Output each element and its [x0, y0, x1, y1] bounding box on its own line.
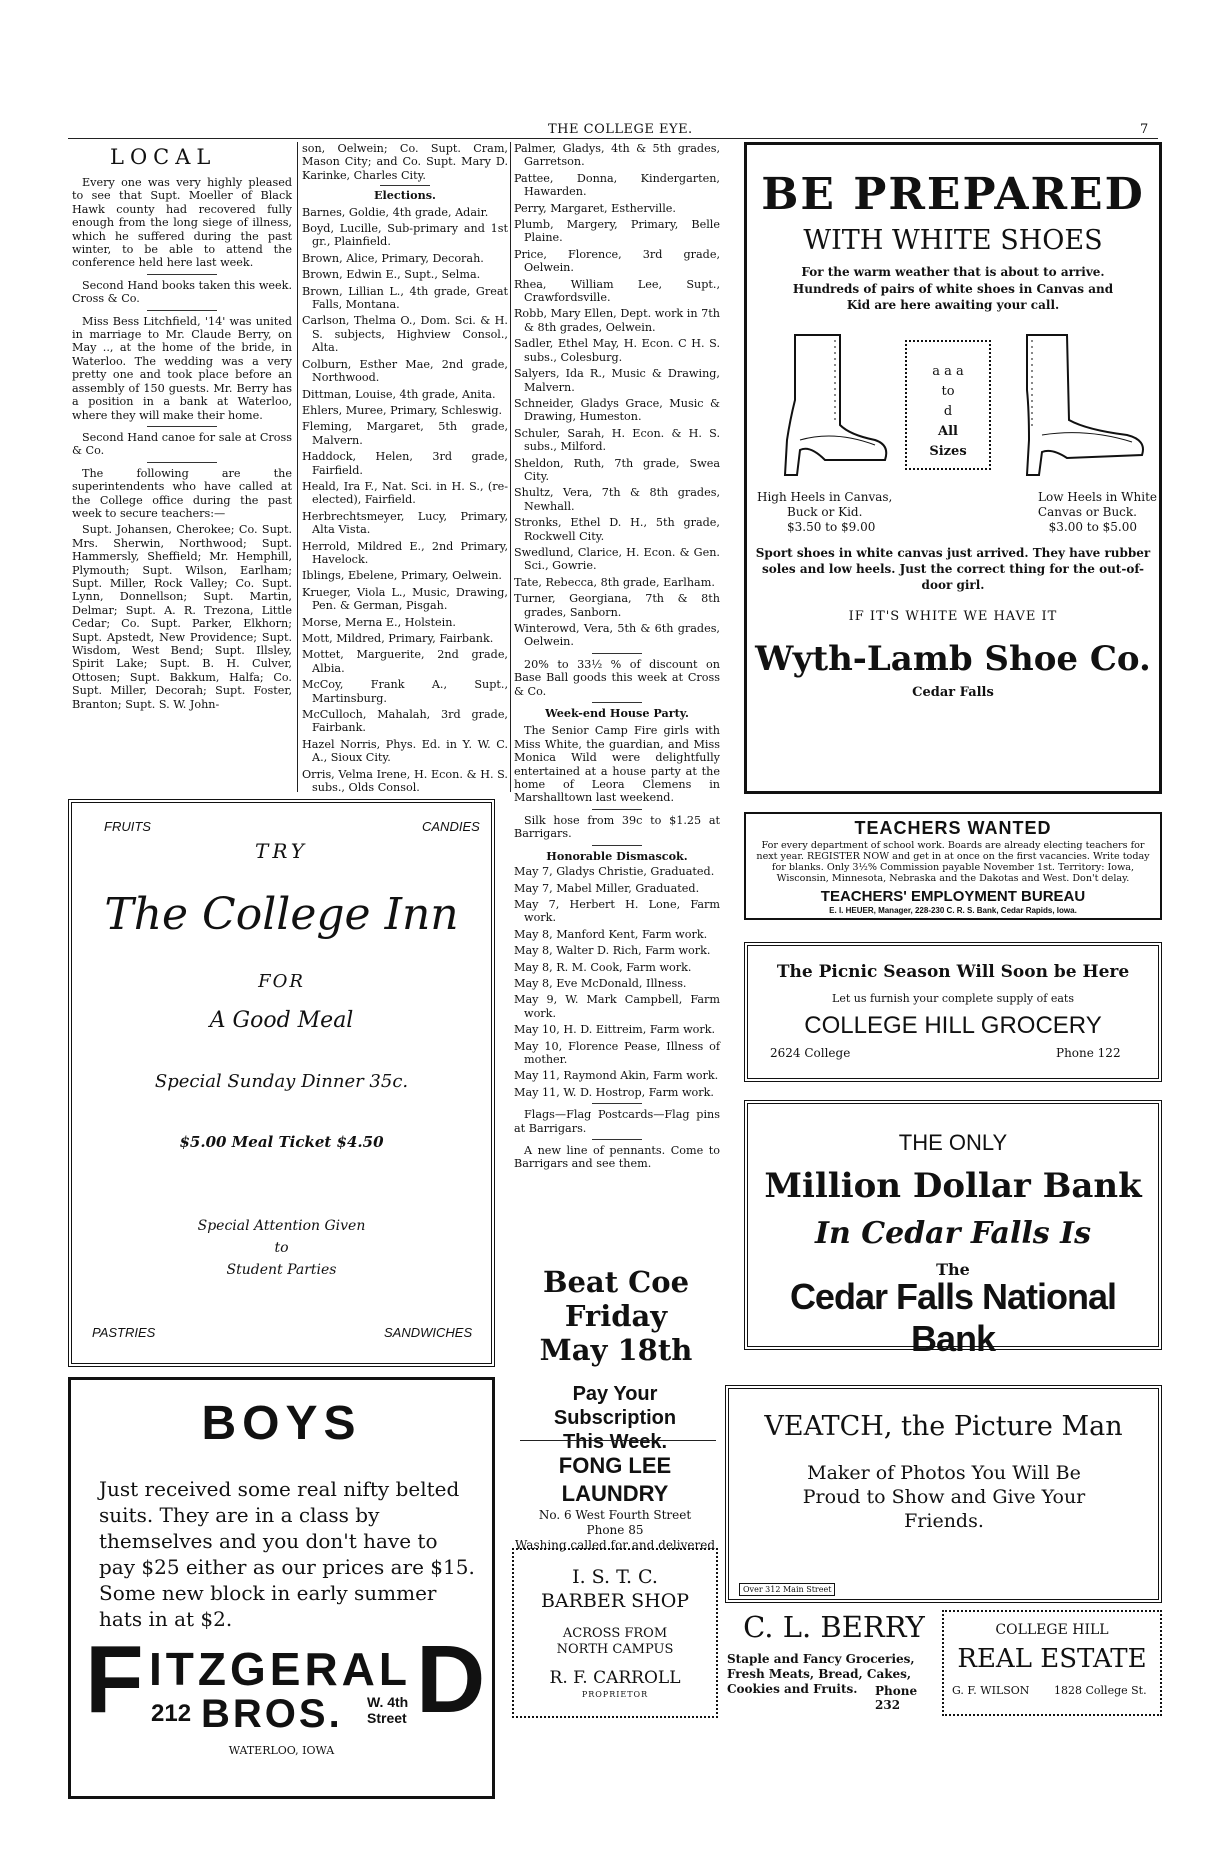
- local-paragraph: Miss Bess Litchfield, '14' was united in marriage to Mr. Claude Berry, on May .., at the home of the bride, in Waterloo. The wedding was a very pretty one and took place before an assembly of 150 guests. Mr. Berry has a position in a bank at Waterloo, where they will make their home.: [72, 314, 292, 422]
- election-entry: Price, Florence, 3rd grade, Oelwein.: [514, 247, 720, 275]
- election-entry: Heald, Ira F., Nat. Sci. in H. S., (re-elected), Fairfield.: [302, 479, 508, 507]
- street-line: Street: [367, 1710, 407, 1726]
- fitzgerald-city: WATERLOO, IOWA: [228, 1744, 335, 1757]
- election-entry: Ehlers, Muree, Primary, Schleswig.: [302, 403, 503, 417]
- attention-line: Special Attention Given: [197, 1218, 366, 1234]
- election-entry: Perry, Margaret, Estherville.: [514, 201, 676, 215]
- beat-coe-notice: [516, 1265, 716, 1367]
- caption-line: High Heels in Canvas,: [757, 490, 893, 504]
- dismissal-entry: May 10, Florence Pease, Illness of mother.: [514, 1039, 720, 1066]
- caption-line: Buck or Kid.: [787, 505, 863, 519]
- dismissal-entry: May 8, Walter D. Rich, Farm work.: [514, 944, 711, 958]
- local-column: [72, 142, 292, 714]
- election-entry: Swedlund, Clarice, H. Econ. & Gen. Sci., Gowrie.: [514, 545, 720, 573]
- election-entry: Morse, Merna E., Holstein.: [302, 615, 456, 629]
- veatch-ad: [725, 1385, 1162, 1603]
- berry-text: Staple and Fancy Groceries, Fresh Meats, Bread, Cakes, Cookies and Fruits.: [727, 1652, 915, 1696]
- barber-line1: I. S. T. C.: [572, 1566, 658, 1588]
- caption-line: $3.00 to $5.00: [1048, 520, 1137, 534]
- college-inn-ad: [68, 799, 495, 1367]
- election-entry: Tate, Rebecca, 8th grade, Earlham.: [514, 575, 715, 589]
- sizes-line: a a a: [932, 364, 964, 379]
- election-entry: Brown, Edwin E., Supt., Selma.: [302, 268, 481, 282]
- election-entry: Orris, Velma Irene, H. Econ. & H. S. subs., Olds Consol.: [302, 767, 508, 795]
- barber-title: PROPRIETOR: [581, 1690, 649, 1699]
- boys-heading: BOYS: [201, 1397, 362, 1450]
- berry-ad: [725, 1610, 943, 1720]
- local-heading: LOCAL: [110, 145, 217, 169]
- election-entry: Mottet, Marguerite, 2nd grade, Albia.: [302, 648, 508, 675]
- elections-heading: Elections.: [374, 188, 436, 203]
- election-entry: Schneider, Gladys Grace, Music & Drawing, Humeston.: [514, 396, 720, 424]
- veatch-text: Maker of Photos You Will Be Proud to Show and Give Your Friends.: [802, 1462, 1086, 1532]
- veatch-address: Over 312 Main Street: [739, 1583, 835, 1596]
- fitzgerald-bros: BROS.: [201, 1692, 343, 1736]
- attention-line: Student Parties: [226, 1262, 337, 1278]
- low-heel-shoe-illustration: [1007, 330, 1152, 480]
- subscription-line: Pay Your Subscription: [553, 1383, 677, 1429]
- caption-line: $3.50 to $9.00: [787, 520, 876, 534]
- shoe-store-name: Wyth-Lamb Shoe Co.: [755, 639, 1151, 679]
- election-entry: Winterowd, Vera, 5th & 6th grades, Oelwein.: [514, 622, 720, 649]
- dismissal-entry: May 10, H. D. Eittreim, Farm work.: [514, 1023, 716, 1037]
- teachers-address: E. I. HEUER, Manager, 228-230 C. R. S. Bank, Cedar Rapids, Iowa.: [829, 906, 1077, 915]
- high-heel-shoe-illustration: [755, 330, 895, 480]
- election-entry: Colburn, Esther Mae, 2nd grade, Northwood.: [302, 357, 508, 385]
- page-number: 7: [1140, 122, 1149, 137]
- elections-column: [302, 142, 508, 797]
- inn-pastries: PASTRIES: [92, 1325, 156, 1340]
- shoe-subheadline: WITH WHITE SHOES: [803, 225, 1103, 256]
- bank-ad: [744, 1100, 1162, 1359]
- election-entry: Sadler, Ethel May, H. Econ. C H. S. subs., Colesburg.: [514, 337, 720, 364]
- sizes-line: Sizes: [929, 444, 967, 459]
- shoe-headline: BE PREPARED: [761, 169, 1145, 220]
- bank-line3: In Cedar Falls Is: [814, 1216, 1092, 1251]
- caption-line: Low Heels in White: [1038, 490, 1157, 504]
- election-entry: Hazel Norris, Phys. Ed. in Y. W. C. A., Sioux City.: [302, 737, 508, 765]
- election-entry: Iblings, Ebelene, Primary, Oelwein.: [302, 569, 502, 583]
- barber-owner: R. F. CARROLL: [549, 1668, 681, 1688]
- sizes-box: [905, 340, 991, 470]
- veatch-name: VEATCH, the Picture Man: [764, 1411, 1123, 1442]
- election-entry: Palmer, Gladys, 4th & 5th grades, Garretson.: [514, 142, 720, 169]
- beat-coe-line: Friday: [564, 1299, 668, 1333]
- election-entry: Schuler, Sarah, H. Econ. & H. S. subs., Milford.: [514, 426, 720, 454]
- inn-sunday: Special Sunday Dinner 35c.: [154, 1071, 409, 1092]
- local-paragraph: Supt. Johansen, Cherokee; Co. Supt. Mrs. Sherwin, Northwood; Supt. Hammersly, Sheffield; Mr. Hemphill, Plymouth; Supt. Wilson, Earlham; Supt. Miller, Rock Valley; Co. Supt. Lynn, Donnellson; Supt. Martin, Delmar; Supt. A. R. Trezona, Little Cedar; Co. Supt. Parker, Elkhorn; Supt. Apstedt, New Providence; Supt. Wisdom, West Bend; Supt. Illsley, Spirit Lake; Supt. B. H. Culver, Ottosen; Supt. Bakkum, Halfa; Co. Supt. Miller, Decorah; Supt. Foster, Branton; Supt. S. W. John-: [72, 523, 292, 711]
- dismissal-entry: May 7, Herbert H. Lone, Farm work.: [514, 897, 720, 925]
- elections-intro: son, Oelwein; Co. Supt. Cram, Mason City; and Co. Supt. Mary D. Karinke, Charles City.: [302, 142, 508, 182]
- discount-note: 20% to 33½ % of discount on Base Ball goods this week at Cross & Co.: [514, 657, 720, 698]
- laundry-note: Washing called for and delivered: [515, 1538, 715, 1552]
- laundry-ad: [510, 1452, 720, 1553]
- dismissal-entry: May 8, Manford Kent, Farm work.: [514, 927, 708, 941]
- real-estate-address: 1828 College St.: [1054, 1684, 1147, 1697]
- subscription-line: This Week.: [562, 1431, 668, 1453]
- party-heading: Week-end House Party.: [545, 706, 689, 721]
- fitzgerald-ad: [68, 1377, 495, 1799]
- caption-line: Canvas or Buck.: [1037, 505, 1137, 519]
- local-paragraph: The following are the superintendents who have called at the College office during the past week to secure teachers:—: [72, 466, 292, 520]
- subscription-notice: [510, 1382, 720, 1454]
- dismissal-entry: May 11, Raymond Akin, Farm work.: [514, 1069, 719, 1083]
- boys-text2: Some new block in early summer hats in at $2.: [99, 1581, 437, 1631]
- election-entry: Stronks, Ethel D. H., 5th grade, Rockwell City.: [514, 516, 720, 543]
- election-entry: Barnes, Goldie, 4th grade, Adair.: [302, 205, 489, 219]
- grocery-ad: [744, 942, 1162, 1082]
- election-entry: Krueger, Viola L., Music, Drawing, Pen. & German, Pisgah.: [302, 585, 508, 613]
- barber-line3: ACROSS FROM: [562, 1626, 668, 1641]
- attention-line: to: [274, 1240, 289, 1256]
- beat-coe-line: May 18th: [539, 1333, 693, 1367]
- election-entry: Mott, Mildred, Primary, Fairbank.: [302, 632, 494, 645]
- inn-for: FOR: [258, 971, 305, 992]
- low-heel-caption: [1007, 490, 1157, 535]
- election-entry: Turner, Georgiana, 7th & 8th grades, Sanborn.: [514, 592, 720, 619]
- real-estate-line2: REAL ESTATE: [957, 1644, 1147, 1674]
- election-entry: Herrold, Mildred E., 2nd Primary, Havelock.: [302, 539, 508, 566]
- grocery-headline: The Picnic Season Will Soon be Here: [776, 962, 1130, 982]
- bank-line1: THE ONLY: [898, 1130, 1008, 1155]
- column-three: [514, 142, 720, 1174]
- local-paragraph: Second Hand books taken this week. Cross & Co.: [72, 278, 292, 306]
- grocery-phone: Phone 122: [1056, 1046, 1121, 1060]
- berry-name: C. L. BERRY: [743, 1610, 925, 1644]
- real-estate-owner: G. F. WILSON: [952, 1684, 1030, 1697]
- street-line: W. 4th: [367, 1694, 409, 1710]
- election-entry: Brown, Lillian L., 4th grade, Great Falls, Montana.: [302, 284, 508, 312]
- election-entry: Haddock, Helen, 3rd grade, Fairfield.: [302, 450, 508, 477]
- barber-ad: [512, 1548, 718, 1718]
- barber-line4: NORTH CAMPUS: [556, 1642, 674, 1657]
- boys-text1: Just received some real nifty belted suits. They are in a class by themselves and you don't have to pay $25 either as our prices are $15.: [99, 1477, 475, 1579]
- fitzgerald-street: [367, 1694, 408, 1726]
- election-entry: Salyers, Ida R., Music & Drawing, Malvern.: [514, 367, 720, 394]
- fitzgerald-name: ITZGERAL: [149, 1643, 411, 1695]
- grocery-address: 2624 College: [770, 1046, 851, 1060]
- sizes-line: All: [938, 424, 958, 439]
- flags-note: Flags—Flag Postcards—Flag pins at Barrigars.: [514, 1108, 720, 1135]
- inn-candies: CANDIES: [422, 819, 480, 834]
- election-entry: McCulloch, Mahalah, 3rd grade, Fairbank.: [302, 708, 508, 735]
- election-entry: Rhea, William Lee, Supt., Crawfordsville.: [514, 277, 720, 305]
- beat-coe-line: Beat Coe: [542, 1265, 690, 1299]
- bank-line2: Million Dollar Bank: [764, 1166, 1142, 1206]
- paper-title: THE COLLEGE EYE.: [548, 122, 693, 137]
- election-entry: Herbrechtsmeyer, Lucy, Primary, Alta Vista.: [302, 509, 508, 537]
- sizes-line: to: [941, 384, 955, 399]
- inn-meal: A Good Meal: [209, 1008, 354, 1033]
- laundry-address: No. 6 West Fourth Street: [538, 1508, 692, 1522]
- teachers-heading: TEACHERS WANTED: [854, 818, 1052, 838]
- inn-attention: [72, 1215, 491, 1281]
- pennants-note: A new line of pennants. Come to Barrigars and see them.: [514, 1144, 720, 1171]
- local-paragraph: Second Hand canoe for sale at Cross & Co.: [72, 430, 292, 458]
- dismissals-heading: Honorable Dismascok.: [546, 848, 688, 863]
- election-entry: Pattee, Donna, Kindergarten, Hawarden.: [514, 171, 720, 199]
- high-heel-caption: [757, 490, 927, 535]
- dismissal-entry: May 8, R. M. Cook, Farm work.: [514, 960, 692, 974]
- inn-try: TRY: [255, 839, 308, 863]
- election-entry: Robb, Mary Ellen, Dept. work in 7th & 8th grades, Oelwein.: [514, 307, 720, 334]
- silk-note: Silk hose from 39c to $1.25 at Barrigars.: [514, 813, 720, 841]
- election-entry: Fleming, Margaret, 5th grade, Malvern.: [302, 420, 508, 447]
- fitzgerald-d: D: [416, 1626, 486, 1733]
- dismissal-entry: May 7, Mabel Miller, Graduated.: [514, 881, 700, 895]
- inn-sandwiches: SANDWICHES: [384, 1325, 473, 1340]
- real-estate-line1: COLLEGE HILL: [995, 1622, 1109, 1638]
- barber-line2: BARBER SHOP: [540, 1590, 690, 1612]
- grocery-sub: Let us furnish your complete supply of eats: [832, 992, 1074, 1005]
- election-entry: Brown, Alice, Primary, Decorah.: [302, 251, 484, 265]
- shoe-tagline: IF IT'S WHITE WE HAVE IT: [848, 609, 1058, 624]
- berry-phone: Phone 232: [875, 1684, 918, 1712]
- sizes-line: d: [943, 404, 953, 419]
- shoe-sub2: Hundreds of pairs of white shoes in Canvas and Kid are here awaiting your call.: [792, 282, 1114, 312]
- election-entry: McCoy, Frank A., Supt., Martinsburg.: [302, 678, 508, 705]
- inn-fruits: FRUITS: [104, 819, 151, 834]
- fitzgerald-f: F: [85, 1626, 144, 1733]
- inn-ticket: $5.00 Meal Ticket $4.50: [179, 1133, 384, 1151]
- real-estate-ad: [942, 1610, 1162, 1716]
- laundry-phone: Phone 85: [586, 1523, 644, 1537]
- sport-shoes-text: Sport shoes in white canvas just arrived. They have rubber soles and low heels. Just the correct thing for the out-of-door girl.: [755, 546, 1151, 592]
- teachers-wanted-ad: [744, 812, 1162, 920]
- dismissal-entry: May 8, Eve McDonald, Illness.: [514, 976, 687, 990]
- laundry-name: FONG LEE LAUNDRY: [558, 1453, 672, 1506]
- shoe-sub1: For the warm weather that is about to arrive.: [801, 265, 1105, 279]
- election-entry: Sheldon, Ruth, 7th grade, Swea City.: [514, 456, 720, 483]
- election-entry: Carlson, Thelma O., Dom. Sci. & H. S. subjects, Highview Consol., Alta.: [302, 314, 508, 355]
- grocery-name: COLLEGE HILL GROCERY: [804, 1012, 1102, 1039]
- dismissal-entry: May 7, Gladys Christie, Graduated.: [514, 865, 715, 879]
- shoe-ad: [744, 142, 1162, 794]
- local-paragraph: Every one was very highly pleased to see that Supt. Moeller of Black Hawk county had recovered fully enough from the long siege of illness, which he suffered during the past winter, to be able to attend the conference held here last week.: [72, 176, 292, 270]
- shoe-store-city: Cedar Falls: [912, 685, 994, 700]
- election-entry: Boyd, Lucille, Sub-primary and 1st gr., Plainfield.: [302, 222, 508, 249]
- fitzgerald-number: 212: [151, 1700, 192, 1727]
- election-entry: Dittman, Louise, 4th grade, Anita.: [302, 387, 496, 401]
- election-entry: Plumb, Margery, Primary, Belle Plaine.: [514, 218, 720, 245]
- teachers-body: For every department of school work. Boards are already electing teachers for next year. REGISTER NOW and get in at once on the first vacancies. Write today for blanks. Only 3½% Commission payable November 1st. Territory: Iowa, Wisconsin, Minnesota, Nebraska and the Dakotas and West. Don't delay.: [756, 840, 1150, 884]
- party-text: The Senior Camp Fire girls with Miss White, the guardian, and Miss Monica Wild were delightfully entertained at a house party at the home of Leora Clemens in Marshalltown last weekend.: [514, 724, 720, 805]
- dismissal-entry: May 9, W. Mark Campbell, Farm work.: [514, 993, 720, 1020]
- bank-line4: The: [936, 1260, 970, 1279]
- inn-name: The College Inn: [104, 889, 459, 940]
- bank-line5: Cedar Falls National Bank: [789, 1276, 1117, 1359]
- election-entry: Shultz, Vera, 7th & 8th grades, Newhall.: [514, 486, 720, 513]
- dismissal-entry: May 11, W. D. Hostrop, Farm work.: [514, 1085, 714, 1099]
- teachers-bureau: TEACHERS' EMPLOYMENT BUREAU: [820, 888, 1086, 905]
